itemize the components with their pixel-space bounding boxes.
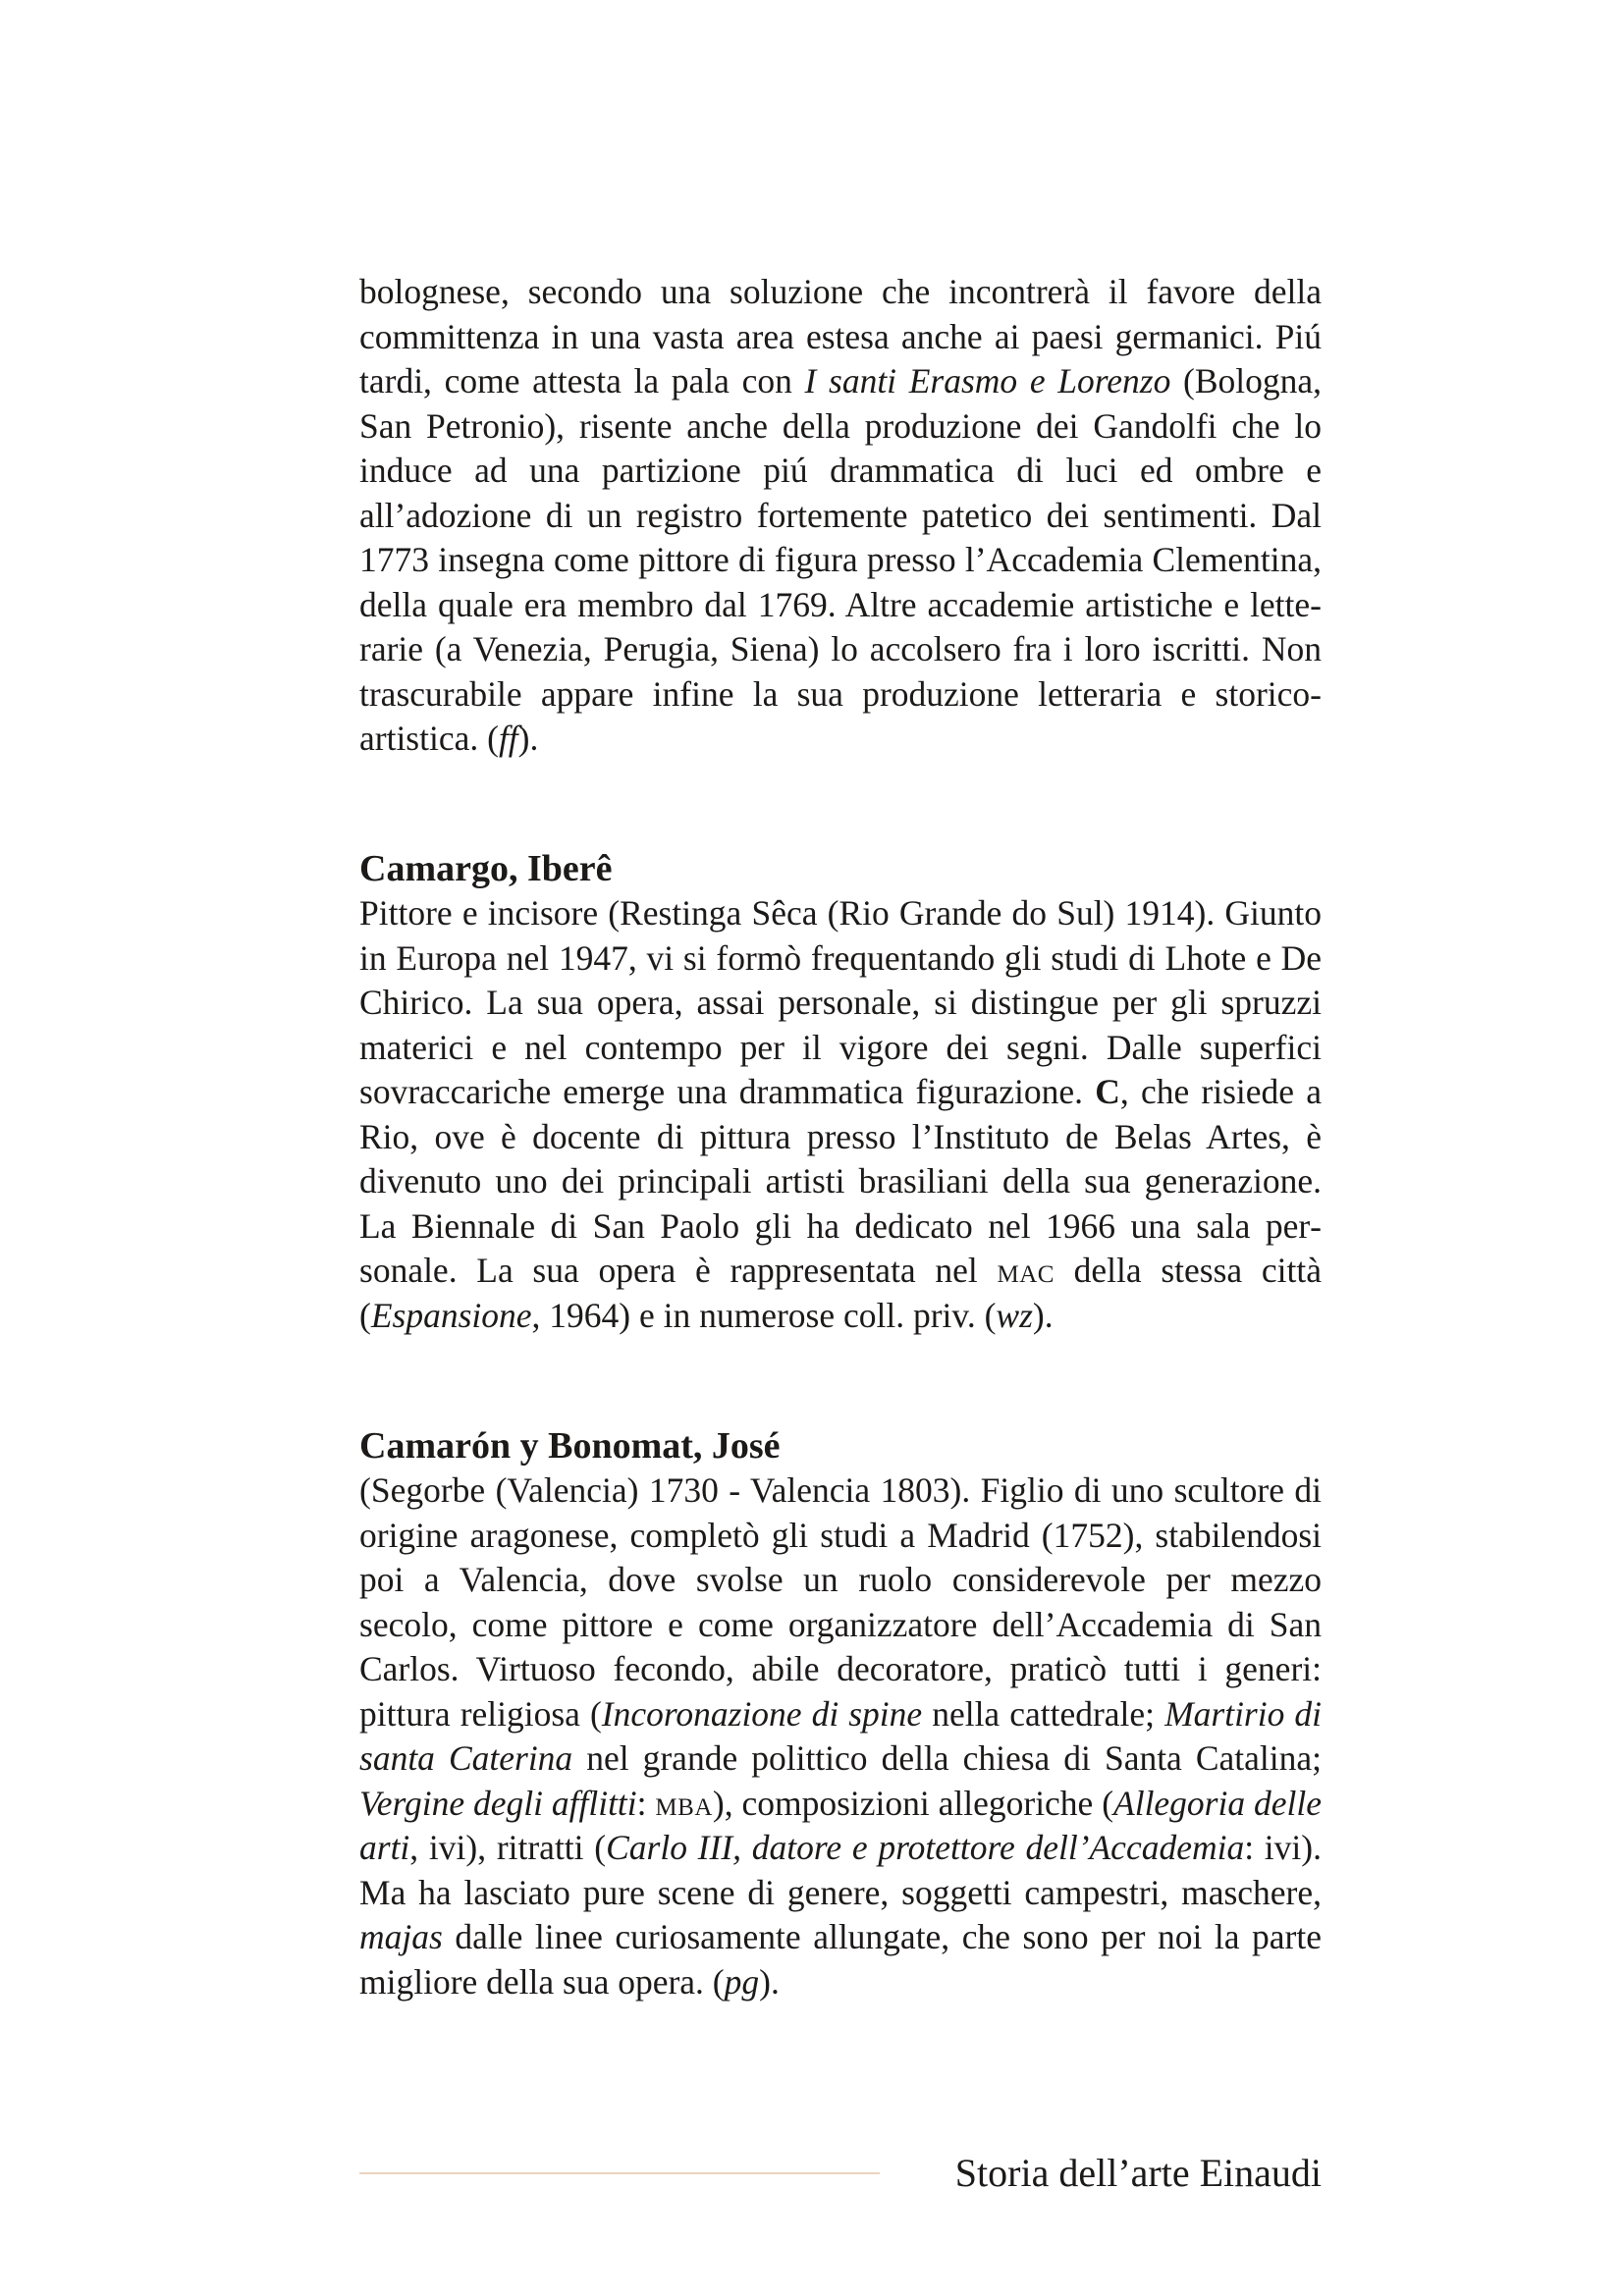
text-segment: della stessa città ( [359,1251,1322,1335]
text-segment: , che risiede a Rio, ove è docente di pittura presso l’Instituto de Belas Artes, è divenuto uno dei principali artisti brasiliani della sua generazione. La Biennale di San Paolo gli ha dedicato nel 1966 una sala personale. La sua opera è rappresentata nel [359,1072,1322,1290]
text-segment: ). [517,719,539,758]
entry-abbreviation: C [1095,1072,1120,1111]
entry-heading-camargo: Camargo, Iberê [359,848,613,889]
text-segment: (Segorbe (Valencia) 1730 - Valencia 1803). Figlio di uno scultore di origine aragonese, completò gli studi a Madrid (1752), stabilendosi poi a Valencia, dove svolse un ruolo considerevole per mezzo secolo, come pittore e come organizzatore dell’Accademia di San Carlos. Virtuoso fecondo, abile decoratore, praticò tutti i generi: pittura religiosa ( [359,1470,1322,1734]
artwork-title: Incoronazione di spine [601,1693,923,1734]
text-segment: dalle linee curiosamente allungate, che sono per noi la parte migliore della sua opera. ( [359,1917,1322,2002]
text-segment: (Bologna, San Petronio), risente anche della produzione dei Gandolfi che lo induce ad una partizione piú drammatica di luci ed ombre e all’adozione di un registro fortemente patetico dei sentimenti. Dal 1773 insegna come pittore di figura presso l’Accademia Clementina, della quale era membro dal 1769. Altre accademie artistiche e letterarie (a Venezia, Perugia, Siena) lo accolsero fra i loro iscritti. Non trascurabile appare infine la sua produzione letteraria e storico-artistica. ( [359,361,1323,758]
text-segment: Pittore e incisore (Restinga Sêca (Rio Grande do Sul) 1914). Giunto in Europa nel 1947, vi si formò frequentando gli studi di Lhote e De Chirico. La sua opera, assai personale, si distingue per gli spruzzi materici e nel contempo per il vigore dei segni. Dalle superfici sovraccariche emerge una drammatica figurazione. [359,893,1322,1111]
footer-publication-title: Storia dell’arte Einaudi [954,2151,1322,2195]
artwork-title: Carlo III, datore e protettore dell’Accademia [606,1828,1245,1867]
text-segment: bolognese, secondo una soluzione che incontrerà il favore della committenza in una vasta area estesa anche ai paesi germanici. Piú tardi, come attesta la pala con [359,272,1322,400]
text-segment: ). [759,1961,780,2002]
entry-heading-camaron: Camarón y Bonomat, José [359,1425,781,1467]
artwork-title: Allegoria delle arti [359,1783,1322,1867]
text-segment: ). [1032,1295,1054,1335]
author-initials: ff [498,719,518,758]
text-segment: : [636,1783,656,1823]
artwork-title: Vergine degli afflitti [359,1783,637,1823]
footer-rule [359,2172,880,2174]
museum-abbreviation: mac [997,1251,1055,1290]
text-segment: , 1964) e in numerose coll. priv. ( [531,1295,997,1335]
artwork-title: Martirio di santa Caterina [359,1693,1322,1778]
entry-text-camaron [359,1468,1322,2004]
text-segment: , ivi), ritratti ( [409,1828,607,1867]
entry-text-camargo [359,891,1322,1338]
artwork-title: Espansione [370,1295,532,1335]
text-segment: ), composizioni allegoriche ( [712,1783,1114,1823]
text-segment: nel grande polittico della chiesa di Santa Catalina; [572,1738,1322,1778]
text-segment: nella cattedrale; [922,1693,1165,1734]
italic-term: majas [359,1917,443,1956]
museum-abbreviation: mba [655,1783,713,1823]
artwork-title: I santi Erasmo e Lorenzo [804,361,1171,400]
entry-text-continuation [359,270,1322,762]
text-segment: : ivi). Ma ha lasciato pure scene di genere, soggetti campestri, maschere, [359,1828,1322,1912]
author-initials: pg [724,1961,760,2002]
author-initials: wz [996,1295,1033,1335]
